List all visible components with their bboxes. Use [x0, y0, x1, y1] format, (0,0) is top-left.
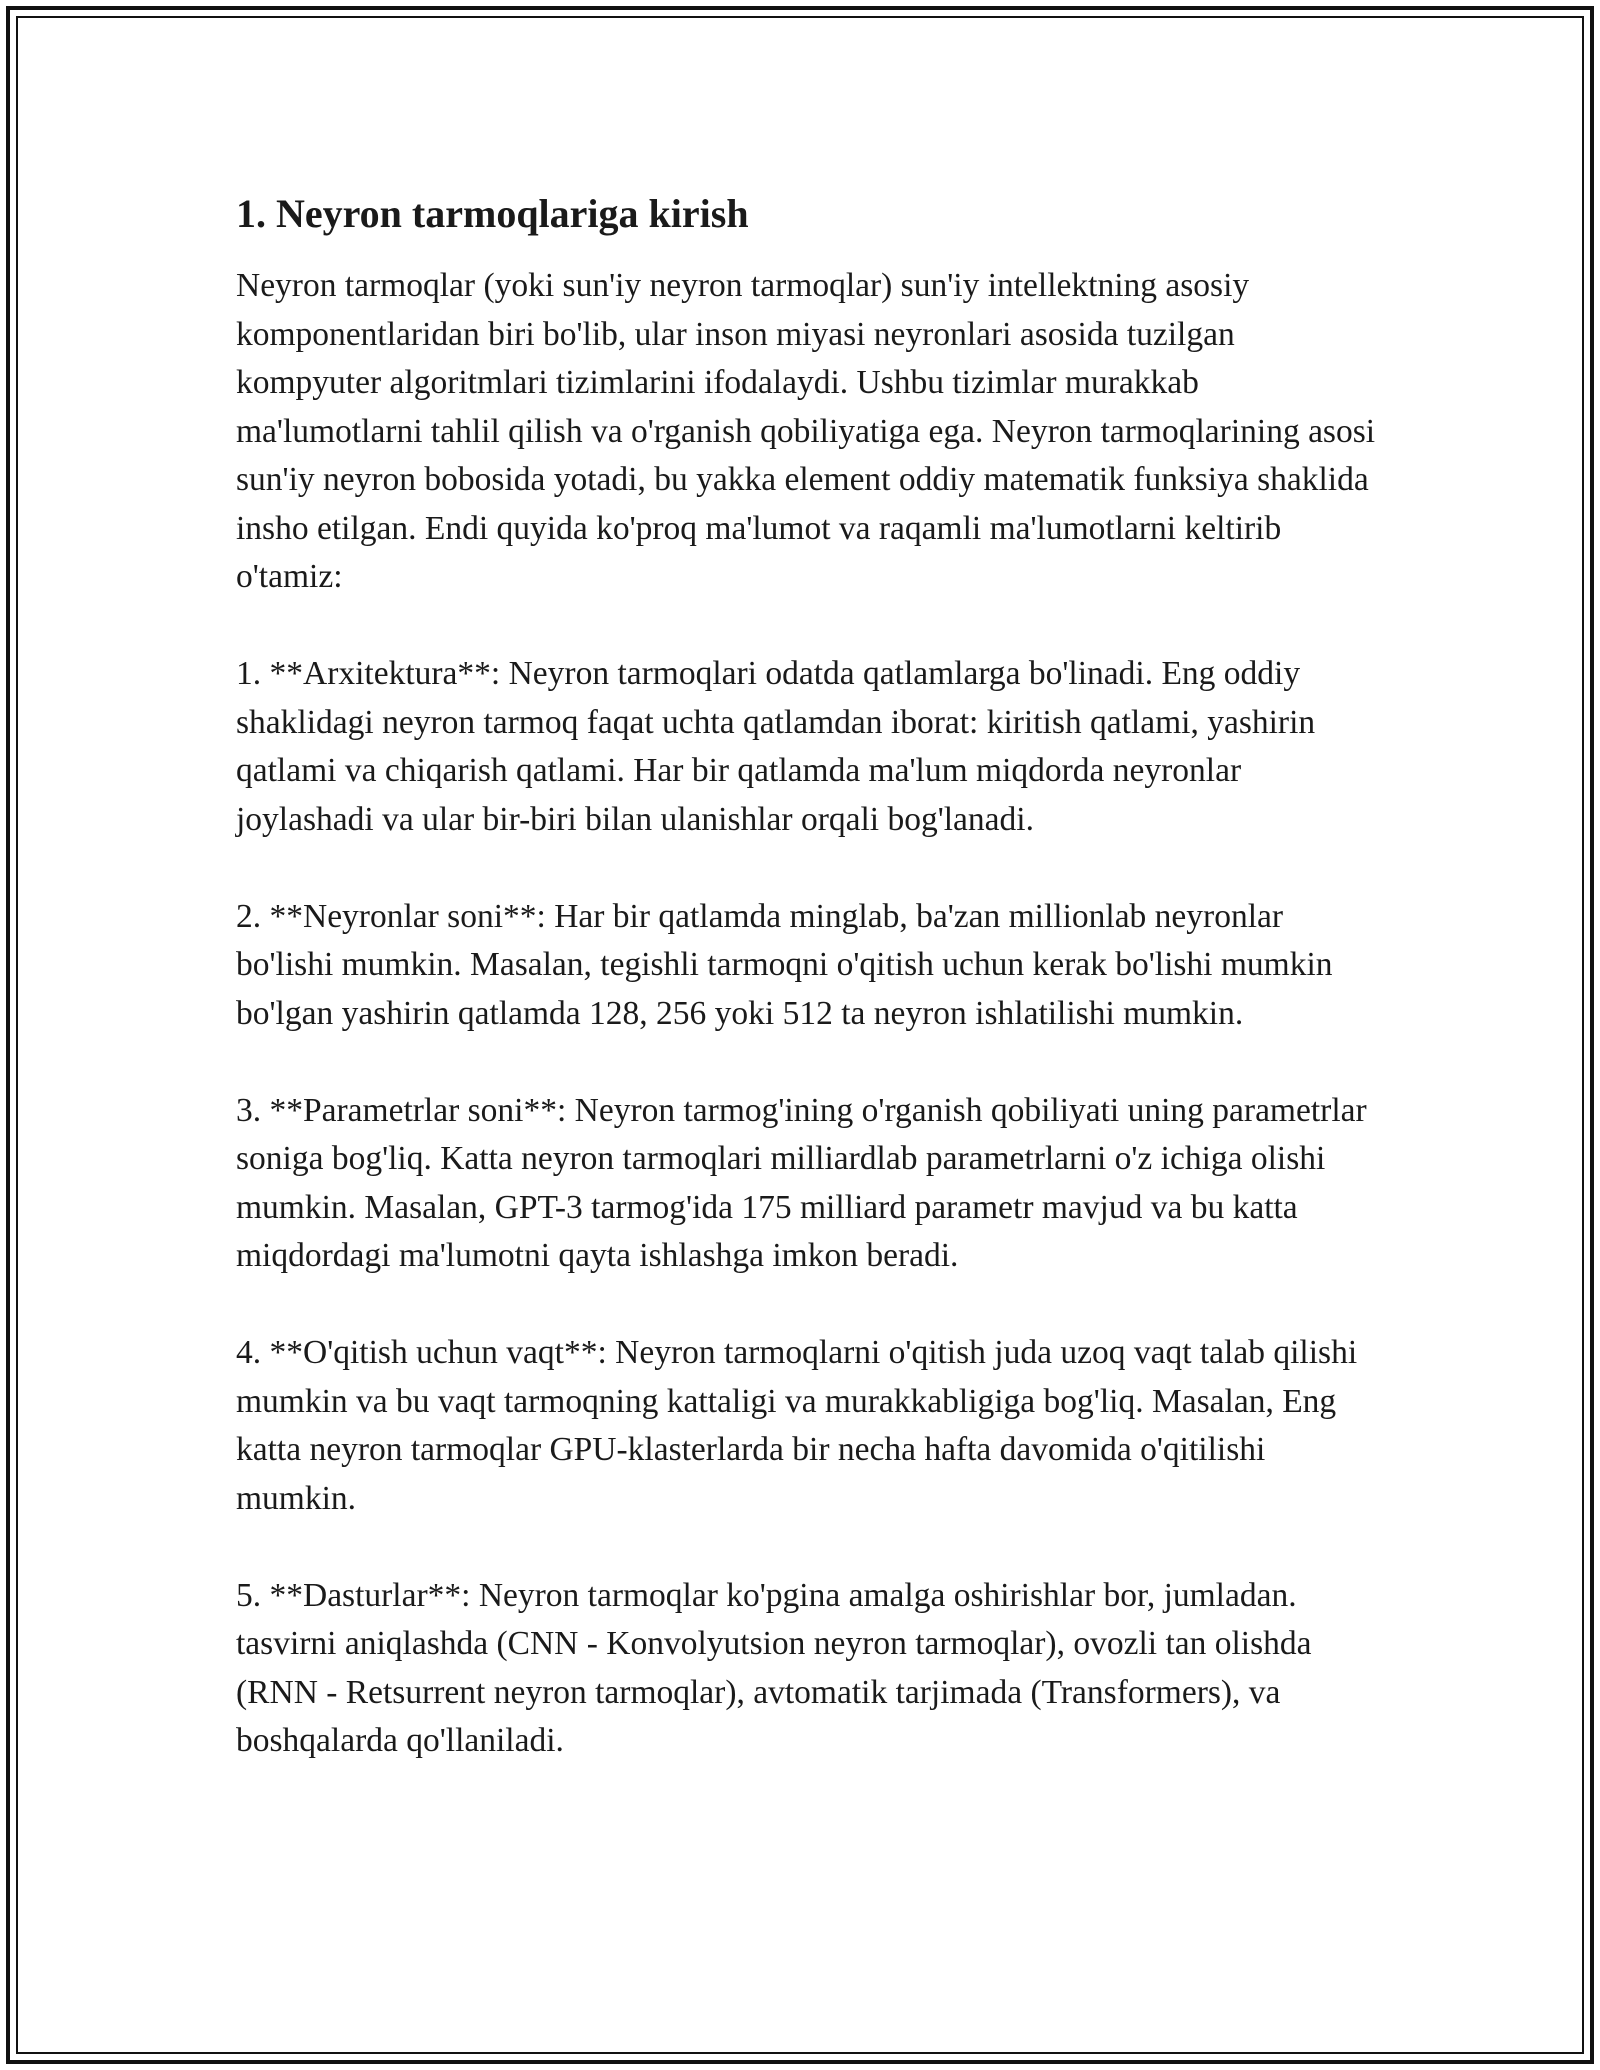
- list-item-training-time: 4. **O'qitish uchun vaqt**: Neyron tarmoqlarni o'qitish juda uzoq vaqt talab qilishi mumkin va bu vaqt tarmoqning kattaligi va murakkabligiga bog'liq. Masalan, Eng katta neyron tarmoqlar GPU-klasterlarda bir necha hafta davomida o'qitilishi mumkin.: [236, 1334, 1358, 1517]
- document-body: [236, 186, 1386, 1814]
- list-item-architecture: 1. **Arxitektura**: Neyron tarmoqlari odatda qatlamlarga bo'linadi. Eng oddiy shaklidagi neyron tarmoq faqat uchta qatlamdan iborat: kiritish qatlami, yashirin qatlami va chiqarish qatlami. Har bir qatlamda ma'lum miqdorda neyronlar joylashadi va ular bir-biri bilan ulanishlar orqali bog'lanadi.: [236, 655, 1316, 838]
- list-item-applications: 5. **Dasturlar**: Neyron tarmoqlar ko'pgina amalga oshirishlar bor, jumladan. tasvirni aniqlashda (CNN - Konvolyutsion neyron tarmoqlar), ovozli tan olishda (RNN - Retsurrent neyron tarmoqlar), avtomatik tarjimada (Transformers), va boshqalarda qo'llaniladi.: [236, 1576, 1312, 1759]
- intro-paragraph: Neyron tarmoqlar (yoki sun'iy neyron tarmoqlar) sun'iy intellektning asosiy komponentlaridan biri bo'lib, ular inson miyasi neyronlari asosida tuzilgan kompyuter algoritmlari tizimlarini ifodalaydi. Ushbu tizimlar murakkab ma'lumotlarni tahlil qilish va o'rganish qobiliyatiga ega. Neyron tarmoqlarining asosi sun'iy neyron bobosida yotadi, bu yakka element oddiy matematik funksiya shaklida insho etilgan. Endi quyida ko'proq ma'lumot va raqamli ma'lumotlarni keltirib o'tamiz:: [236, 267, 1376, 595]
- list-item-neuron-count: 2. **Neyronlar soni**: Har bir qatlamda minglab, ba'zan millionlab neyronlar bo'lishi mumkin. Masalan, tegishli tarmoqni o'qitish uchun kerak bo'lishi mumkin bo'lgan yashirin qatlamda 128, 256 yoki 512 ta neyron ishlatilishi mumkin.: [236, 897, 1333, 1032]
- section-title: 1. Neyron tarmoqlariga kirish: [236, 191, 749, 236]
- list-item-parameter-count: 3. **Parametrlar soni**: Neyron tarmog'ining o'rganish qobiliyati uning parametrlar soniga bog'liq. Katta neyron tarmoqlari milliardlab parametrlarni o'z ichiga olishi mumkin. Masalan, GPT-3 tarmog'ida 175 milliard parametr mavjud va bu katta miqdordagi ma'lumotni qayta ishlashga imkon beradi.: [236, 1091, 1367, 1274]
